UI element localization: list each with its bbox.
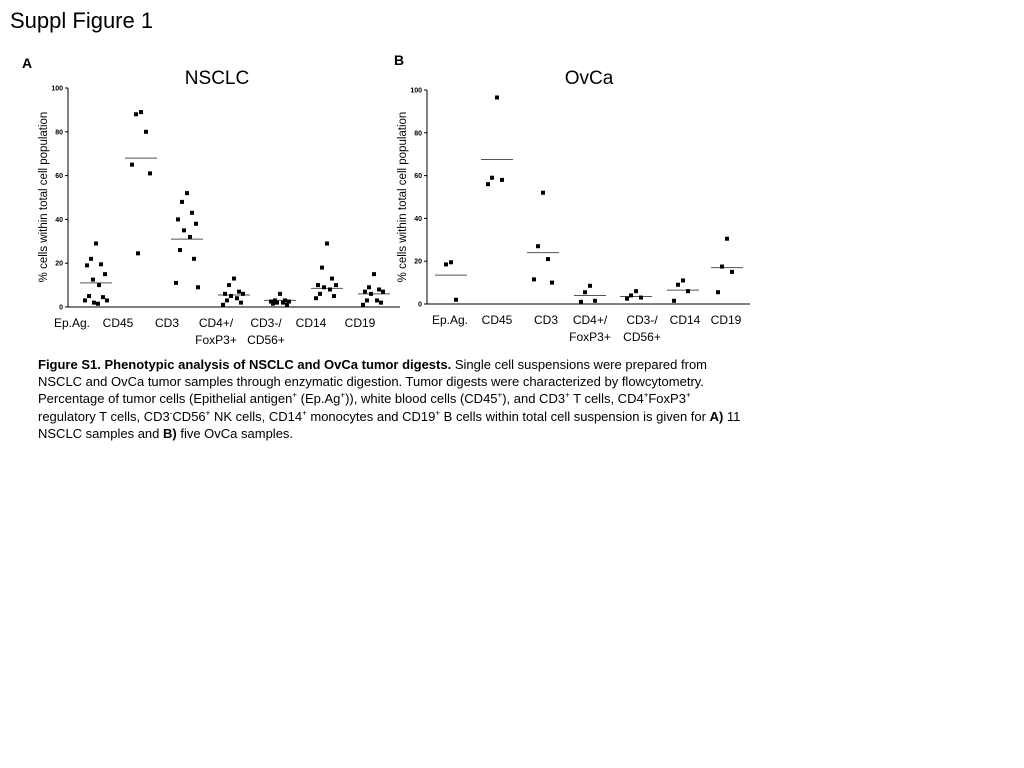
nsclc-x-tick-label: CD56+ (247, 333, 285, 347)
nsclc-x-tick-label: CD14 (295, 316, 327, 330)
nsclc-x-tick-label: CD4+/ (198, 316, 234, 330)
nsclc-y-tick-label: 40 (55, 216, 63, 224)
ovca-data-point (454, 298, 458, 302)
ovca-x-tick-label: CD14 (669, 313, 701, 327)
ovca-data-point (486, 182, 490, 186)
ovca-x-tick-label: CD3 (533, 313, 559, 327)
ovca-data-point (720, 265, 724, 269)
ovca-data-point (725, 237, 729, 241)
ovca-data-point (672, 299, 676, 303)
ovca-data-point (593, 299, 597, 303)
ovca-y-tick-label: 80 (414, 130, 422, 138)
ovca-data-point (500, 178, 504, 182)
ovca-data-point (681, 278, 685, 282)
ovca-data-point (536, 244, 540, 248)
ovca-data-point (583, 290, 587, 294)
nsclc-x-tick-label: Ep.Ag. (53, 316, 91, 330)
page-title: Suppl Figure 1 (10, 8, 154, 33)
caption-bold-lead: Figure S1. Phenotypic analysis of NSCLC and OvCa tumor digests. (38, 357, 452, 372)
ovca-y-tick-label: 100 (410, 87, 422, 95)
ovca-data-point (449, 260, 453, 264)
ovca-data-point (550, 281, 554, 285)
ovca-data-point (716, 290, 720, 294)
chart-ovca (0, 0, 1024, 350)
ovca-chart-title: OvCa (564, 68, 614, 89)
ovca-x-tick-label: CD19 (710, 313, 742, 327)
ovca-data-point (532, 277, 536, 281)
ovca-x-tick-label: CD4+/ (572, 313, 608, 327)
ovca-data-point (625, 297, 629, 301)
ovca-x-tick-label: Ep.Ag. (431, 313, 469, 327)
nsclc-x-tick-label: CD19 (344, 316, 376, 330)
ovca-x-tick-label: FoxP3+ (569, 330, 611, 344)
ovca-x-tick-label: CD3-/ (626, 313, 658, 327)
ovca-y-tick-label: 60 (414, 173, 422, 181)
nsclc-y-tick-label: 80 (55, 129, 63, 137)
ovca-data-point (629, 293, 633, 297)
nsclc-x-tick-label: CD3-/ (250, 316, 282, 330)
ovca-data-point (546, 257, 550, 261)
nsclc-x-tick-label: FoxP3+ (195, 333, 237, 347)
ovca-y-tick-label: 20 (414, 258, 422, 266)
ovca-x-tick-label: CD45 (481, 313, 513, 327)
nsclc-y-tick-label: 20 (55, 260, 63, 268)
ovca-data-point (634, 289, 638, 293)
ovca-data-point (730, 270, 734, 274)
ovca-y-tick-label: 0 (418, 301, 422, 309)
nsclc-x-tick-label: CD3 (154, 316, 180, 330)
panel-b-label: B (394, 52, 405, 68)
nsclc-chart-title: NSCLC (184, 68, 250, 89)
ovca-data-point (579, 300, 583, 304)
ovca-data-point (686, 289, 690, 293)
nsclc-y-tick-label: 0 (59, 304, 63, 312)
ovca-data-point (676, 283, 680, 287)
ovca-data-point (490, 176, 494, 180)
ovca-y-axis-label: % cells within total cell population (397, 111, 409, 283)
ovca-data-point (444, 262, 448, 266)
nsclc-y-axis-label: % cells within total cell population (38, 111, 50, 283)
ovca-x-tick-label: CD56+ (623, 330, 661, 344)
figure-caption: Figure S1. Phenotypic analysis of NSCLC and OvCa tumor digests. Single cell suspensions were prepared from NSCLC and OvCa tumor samples through enzymatic digestion. Tumor digests were characterized by flowcytometry. Percentage of tumor cells (Epithelial antigen+ (Ep.Ag+)), white blood cells (CD45+), and CD3+ T cells, CD4+FoxP3+ regulatory T cells, CD3-CD56+ NK cells, CD14+ monocytes and CD19+ B cells within total cell suspension is given for A) 11 NSCLC samples and B) five OvCa samples. (38, 357, 741, 441)
ovca-data-point (495, 95, 499, 99)
panel-a-label: A (22, 55, 33, 71)
nsclc-y-tick-label: 100 (51, 85, 63, 93)
nsclc-y-tick-label: 60 (55, 173, 63, 181)
nsclc-x-tick-label: CD45 (102, 316, 134, 330)
ovca-data-point (588, 284, 592, 288)
ovca-data-point (541, 191, 545, 195)
ovca-y-tick-label: 40 (414, 215, 422, 223)
ovca-data-point (639, 296, 643, 300)
